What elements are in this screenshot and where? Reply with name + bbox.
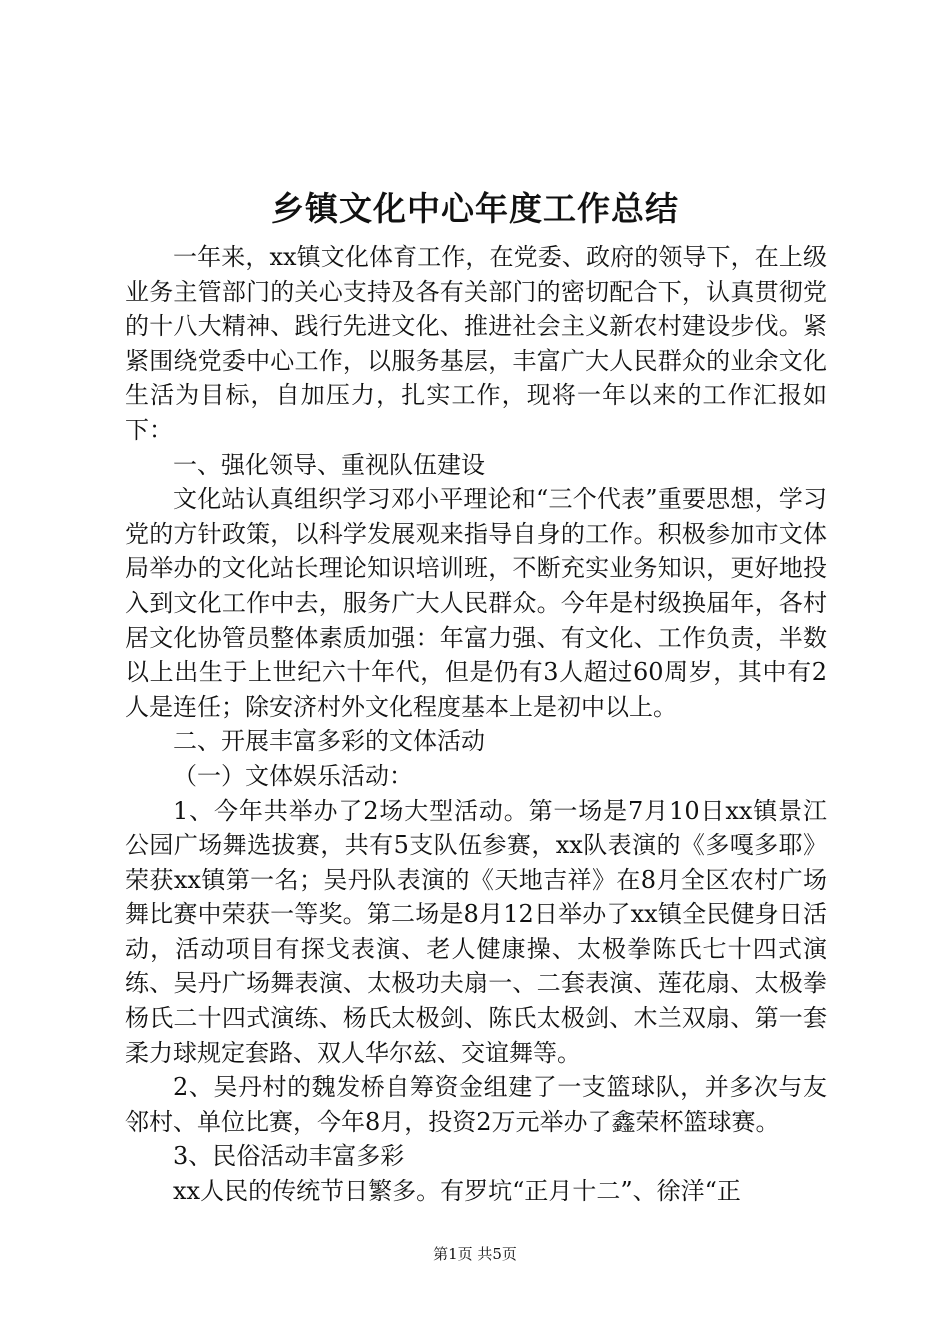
paragraph-intro: 一年来，xx镇文化体育工作，在党委、政府的领导下，在上级业务主管部门的关心支持及各有关部门的密切配合下，认真贯彻党的十八大精神、践行先进文化、推进社会主义新农村建设步伐。紧紧围绕党委中心工作，以服务基层，丰富广大人民群众的业余文化生活为目标，自加压力，扎实工作，现将一年以来的工作汇报如下： — [125, 243, 827, 444]
paragraph-team-building: 文化站认真组织学习邓小平理论和“三个代表”重要思想，学习党的方针政策，以科学发展观来指导自身的工作。积极参加市文体局举办的文化站长理论知识培训班，不断充实业务知识，更好地投入到文化工作中去，服务广大人民群众。今年是村级换届年，各村居文化协管员整体素质加强：年富力强、有文化、工作负责，半数以上出生于上世纪六十年代，但是仍有3人超过60周岁，其中有2人是连任；除安济村外文化程度基本上是初中以上。 — [125, 485, 827, 721]
paragraph-folk-festivals: xx人民的传统节日繁多。有罗坑“正月十二”、徐洋“正 — [173, 1177, 741, 1206]
paragraph-activity-2: 2、吴丹村的魏发桥自筹资金组建了一支篮球队，并多次与友邻村、单位比赛，今年8月，投资2万元举办了鑫荣杯篮球赛。 — [125, 1073, 827, 1136]
paragraph-activity-1: 1、今年共举办了2场大型活动。第一场是7月10日xx镇景江公园广场舞选拔赛，共有5支队伍参赛，xx队表演的《多嘎多耶》荣获xx镇第一名；吴丹队表演的《天地吉祥》在8月全区农村广场舞比赛中荣获一等奖。第二场是8月12日举办了xx镇全民健身日活动，活动项目有探戈表演、老人健康操、太极拳陈氏七十四式演练、吴丹广场舞表演、太极功夫扇一、二套表演、莲花扇、太极拳杨氏二十四式演练、杨氏太极剑、陈氏太极剑、木兰双扇、第一套柔力球规定套路、双人华尔兹、交谊舞等。 — [125, 796, 827, 1067]
subsection-heading-1: （一）文体娱乐活动： — [173, 761, 413, 790]
document-body — [125, 240, 827, 1209]
section-heading-2: 二、开展丰富多彩的文体活动 — [173, 727, 485, 756]
document-title: 乡镇文化中心年度工作总结 — [271, 189, 679, 228]
page-footer: 第1页 共5页 — [433, 1245, 517, 1263]
section-heading-1: 一、强化领导、重视队伍建设 — [173, 450, 485, 479]
paragraph-activity-3-heading: 3、民俗活动丰富多彩 — [173, 1142, 405, 1171]
